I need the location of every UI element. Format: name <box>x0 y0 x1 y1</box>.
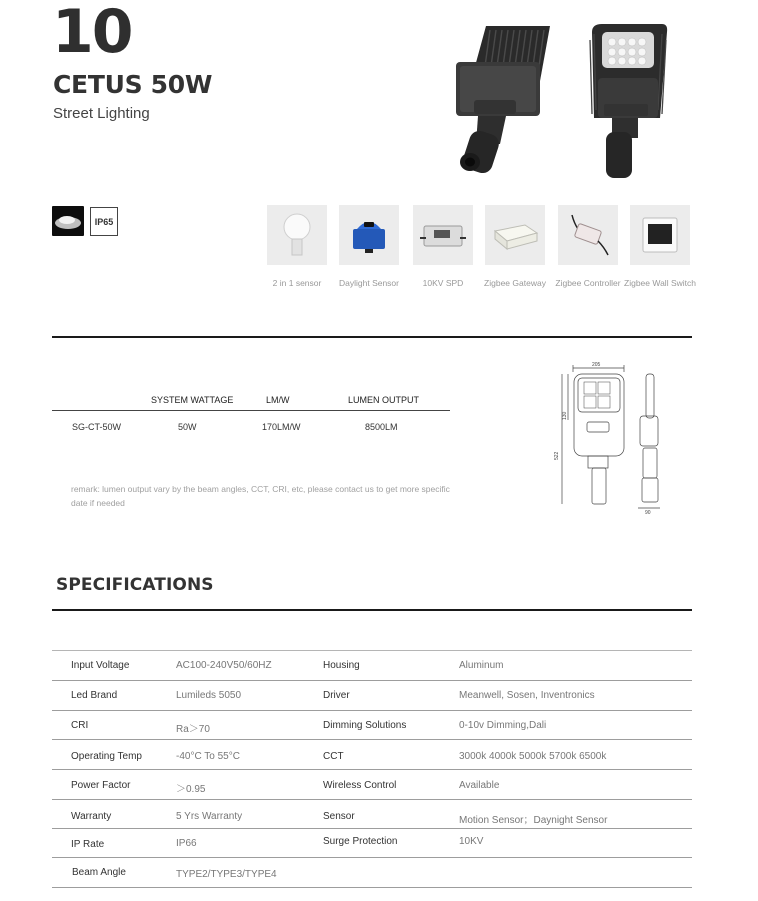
spec-value: TYPE2/TYPE3/TYPE4 <box>176 869 277 880</box>
dim-width: 205 <box>592 362 601 368</box>
dim-depth: 90 <box>645 510 651 515</box>
spec-row <box>52 740 692 770</box>
accessory-label: 2 in 1 sensor <box>272 278 322 288</box>
spec-key: CCT <box>323 751 344 762</box>
summary-header-lumen: LUMEN OUTPUT <box>348 395 420 405</box>
spec-key: Operating Temp <box>71 751 142 762</box>
spec-key: Input Voltage <box>71 660 130 671</box>
dimension-drawing <box>548 360 668 515</box>
summary-model: SG-CT-50W <box>72 422 122 432</box>
spec-value: AC100-240V50/60HZ <box>176 660 272 671</box>
product-subtitle: Street Lighting <box>53 105 150 122</box>
summary-header-rule <box>52 410 450 411</box>
accessory-label: Zigbee Gateway <box>484 278 546 288</box>
dim-total: 522 <box>554 451 560 460</box>
page-number: 10 <box>52 0 132 67</box>
section-divider <box>52 336 692 338</box>
spec-key: Surge Protection <box>323 836 398 847</box>
spec-value: Ra＞70 <box>176 724 210 735</box>
spec-row <box>52 711 692 740</box>
product-title: CETUS 50W <box>53 70 213 99</box>
spec-value: 5 Yrs Warranty <box>176 811 243 822</box>
spec-key: Driver <box>323 690 350 701</box>
spec-key: Led Brand <box>71 690 118 701</box>
spec-value: Available <box>459 780 500 791</box>
spec-row <box>52 651 692 681</box>
spec-value: Motion Sensor；Daynight Sensor <box>459 815 608 826</box>
accessory-label: Zigbee Wall Switch <box>624 278 696 288</box>
accessory-zigbee-wall-switch <box>624 205 696 288</box>
spec-value: IP66 <box>176 838 197 849</box>
spec-key: CRI <box>71 720 89 731</box>
summary-efficacy: 170LM/W <box>262 422 301 432</box>
spec-value: Aluminum <box>459 660 504 671</box>
summary-wattage: 50W <box>178 422 197 432</box>
luminaire-front-image <box>572 20 672 180</box>
gateway-icon <box>491 219 539 251</box>
spec-row <box>52 800 692 829</box>
spec-key: Warranty <box>71 811 112 822</box>
spec-value: Meanwell, Sosen, Inventronics <box>459 690 595 701</box>
accessory-2-in-1-sensor <box>267 205 327 288</box>
summary-header-lmw: LM/W <box>266 395 290 405</box>
spec-row <box>52 829 692 858</box>
spec-key: Beam Angle <box>72 867 126 878</box>
spec-key: Housing <box>323 660 360 671</box>
accessory-label: Daylight Sensor <box>338 278 400 288</box>
summary-header-wattage: SYSTEM WATTAGE <box>151 395 234 405</box>
wall-switch-icon <box>640 215 680 255</box>
summary-lumen: 8500LM <box>365 422 398 432</box>
spec-value: ＞0.95 <box>176 784 206 795</box>
summary-remark: remark: lumen output vary by the beam angles, CCT, CRI, etc, please contact us to get more specific date if needed <box>71 484 450 508</box>
ip65-badge: IP65 <box>90 207 118 236</box>
spec-row <box>52 770 692 800</box>
luminaire-back-image <box>448 20 560 176</box>
specifications-title: SPECIFICATIONS <box>56 575 214 595</box>
spec-value: 10KV <box>459 836 484 847</box>
specifications-divider <box>52 609 692 611</box>
spec-key: Wireless Control <box>323 780 397 791</box>
lens-icon <box>52 206 84 236</box>
accessory-label: 10KV SPD <box>422 278 464 288</box>
spec-value: -40°C To 55°C <box>176 751 240 762</box>
accessory-zigbee-controller <box>555 205 621 288</box>
spec-value: Lumileds 5050 <box>176 690 242 701</box>
spec-key: Dimming Solutions <box>323 720 407 731</box>
spec-value: 0-10v Dimming,Dali <box>459 720 547 731</box>
controller-icon <box>564 213 612 257</box>
sensor-icon <box>277 211 317 259</box>
spd-icon <box>420 218 466 252</box>
accessory-10kv-spd <box>413 205 473 288</box>
spec-row <box>52 681 692 711</box>
spec-row <box>52 858 692 888</box>
spec-key: Power Factor <box>71 780 131 791</box>
spec-key: Sensor <box>323 811 355 822</box>
accessory-daylight-sensor <box>338 205 400 288</box>
spec-key: IP Rate <box>71 839 105 850</box>
accessory-label: Zigbee Controller <box>555 278 621 288</box>
spec-value: 3000k 4000k 5000k 5700k 6500k <box>459 751 607 762</box>
dim-head: 130 <box>562 411 568 420</box>
accessory-zigbee-gateway <box>484 205 546 288</box>
daylight-sensor-icon <box>347 215 391 255</box>
